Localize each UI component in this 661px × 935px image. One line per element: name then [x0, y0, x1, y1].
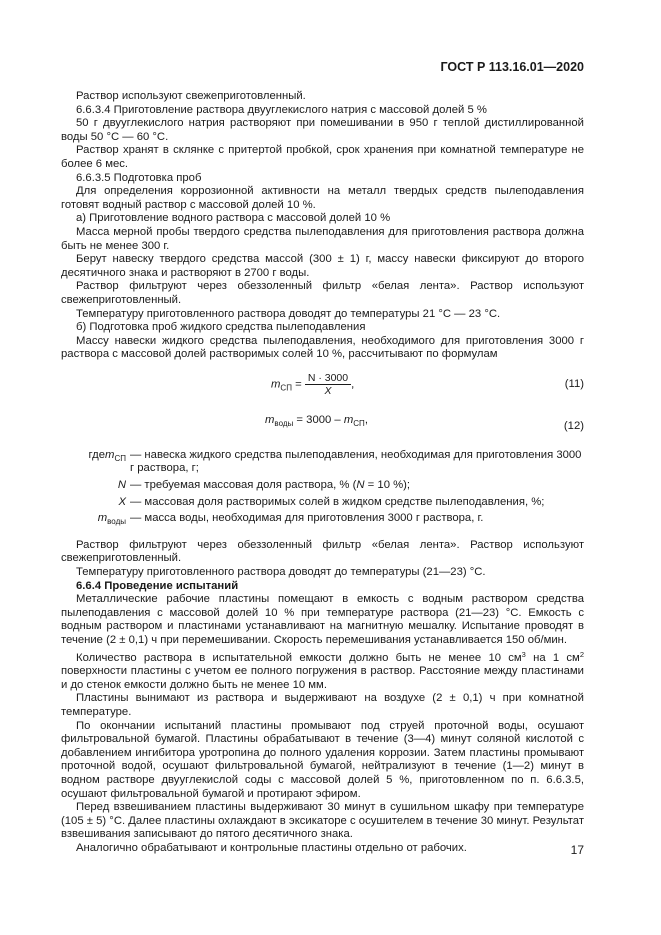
formula-number: (12): [563, 419, 584, 432]
paragraph: Раствор фильтруют через обеззоленный фильтр «белая лента». Раствор используют свежеприготовленный.: [61, 538, 584, 565]
document-header: ГОСТ Р 113.16.01—2020: [440, 60, 584, 74]
paragraph: Температуру приготовленного раствора доводят до температуры (21—23) °С.: [76, 566, 486, 579]
document-body: [61, 90, 584, 856]
formula-symbol: m: [343, 413, 354, 426]
definition-item: [46, 512, 584, 529]
formula-11: $m_{СП}$ = $\frac{N \cdot 3000}{X}$ , (11): [271, 371, 584, 397]
superscript: 2: [579, 649, 584, 659]
section-heading: 6.6.4 Проведение испытаний: [76, 579, 239, 592]
paragraph: Раствор используют свежеприготовленный.: [76, 90, 306, 102]
list-item: б) Подготовка проб жидкого средства пылеподавления: [76, 321, 366, 334]
definition-item: [46, 479, 584, 493]
page-number: 17: [570, 843, 584, 857]
definition-symbol: m: [97, 512, 108, 525]
formula-symbol: m: [265, 413, 275, 426]
formula-tail: ,: [364, 413, 368, 426]
definition-text: = 10 %);: [367, 479, 411, 492]
formula-subscript: СП: [280, 383, 292, 393]
definition-text: — требуемая массовая доля раствора, % (: [130, 479, 357, 492]
definition-text: — массовая доля растворимых солей в жидком средстве пылеподавления, %;: [130, 495, 545, 508]
paragraph: Раствор фильтруют через обеззоленный фильтр «белая лента». Раствор используют свежеприготовленный.: [61, 280, 584, 306]
list-item: а) Приготовление водного раствора с массовой долей 10 %: [76, 212, 391, 225]
text-run: Количество раствора в испытательной емкости должно быть не менее 10 см: [76, 651, 522, 664]
paragraph: Масса мерной пробы твердого средства пылеподавления для приготовления раствора должна быть не менее 300 г.: [61, 225, 584, 252]
definition-subscript: воды: [107, 517, 126, 527]
paragraph: Берут навеску твердого средства массой (300 ± 1) г, массу навески фиксируют до второго десятичного знака и растворяют в 2700 г воды.: [61, 253, 584, 279]
formula-rhs: = 3000 –: [296, 413, 344, 426]
section-heading: 6.6.3.5 Подготовка проб: [76, 171, 202, 184]
paragraph: Металлические рабочие пластины помещают в емкость с водным раствором средства пылеподавления с массовой долей 10 % при температуре раствора (21—23) °С. Емкость с водным раствором и пластинами устанавливают на магнитную мешалку. Испытание проводят в течение (2 ± 0,1) ч при перемешивании. Скорость перемешивания устанавливается 150 об/мин.: [61, 593, 584, 646]
definition-item: [46, 496, 584, 510]
text-run: на 1 см: [525, 651, 580, 664]
paragraph: По окончании испытаний пластины промывают под струей проточной воды, осушают фильтровальной бумагой. Пластины обрабатывают в течение (3—4) минут соляной кислотой с добавлением ингибитора уротропина до полного удаления коррозии. Затем пластины промывают проточной водой, осушают фильтровальной бумагой, нейтрализуют в течение (1—2) минут в водном растворе двууглекислой соды с массовой долей 5 %, приготовленном по п. 6.6.3.5, осушают фильтровальной бумагой и протирают эфиром.: [61, 719, 584, 800]
paragraph: [61, 648, 584, 693]
definition-text: — навеска жидкого средства пылеподавления, необходимая для приготовления 3000 г раствора, г;: [130, 448, 582, 475]
paragraph: Раствор хранят в склянке с притертой пробкой, срок хранения при комнатной температуре не более 6 мес.: [61, 144, 584, 170]
definition-symbol: X: [118, 495, 126, 508]
formula-12: [61, 414, 584, 446]
fraction-numerator: N · 3000: [305, 372, 351, 385]
definition-symbol: m: [105, 448, 115, 461]
formula-number: (11): [564, 377, 584, 390]
text-run: поверхности пластины с учетом ее полного погружения в раствор. Расстояние между пластинами и до стенок емкости должно быть не менее 10 мм.: [61, 665, 584, 691]
definition-item: [46, 449, 584, 476]
definitions-list: [46, 449, 584, 529]
definition-where: где: [88, 448, 106, 461]
paragraph: Температуру приготовленного раствора доводят до температуры 21 °С — 23 °С.: [76, 307, 501, 320]
paragraph: 50 г двууглекислого натрия растворяют при помешивании в 950 г теплой дистиллированной воды 50 °С — 60 °С.: [61, 117, 584, 143]
paragraph: Аналогично обрабатывают и контрольные пластины отдельно от рабочих.: [76, 841, 467, 854]
formula-symbol: m: [271, 378, 281, 391]
paragraph: Массу навески жидкого средства пылеподавления, необходимого для приготовления 3000 г раствора с массовой долей растворимых солей 10 %, рассчитывают по формулам: [61, 334, 584, 361]
formula-subscript: СП: [353, 418, 365, 428]
fraction-denominator: X: [324, 384, 332, 397]
formula-subscript: воды: [274, 418, 294, 428]
section-heading: 6.6.3.4 Приготовление раствора двууглекислого натрия с массовой долей 5 %: [76, 103, 487, 116]
definition-symbol: N: [117, 479, 126, 492]
definition-subscript: СП: [114, 453, 126, 463]
superscript: 3: [521, 649, 526, 659]
paragraph: Для определения коррозионной активности на металл твердых средств пылеподавления готовят водный раствор с массовой долей 10 %.: [61, 185, 584, 211]
paragraph: Пластины вынимают из раствора и выдерживают на воздухе (2 ± 0,1) ч при комнатной температуре.: [61, 692, 584, 718]
definition-text: — масса воды, необходимая для приготовления 3000 г раствора, г.: [130, 512, 484, 525]
paragraph: Перед взвешиванием пластины выдерживают 30 минут в сушильном шкафу при температуре (105 ± 5) °С. Далее пластины охлаждают в эксикаторе с осушителем в течение 30 минут. Результат взвешивания записывают до пятого десятичного знака.: [61, 801, 584, 841]
definition-symbol: N: [356, 479, 365, 492]
fraction: [305, 372, 351, 397]
